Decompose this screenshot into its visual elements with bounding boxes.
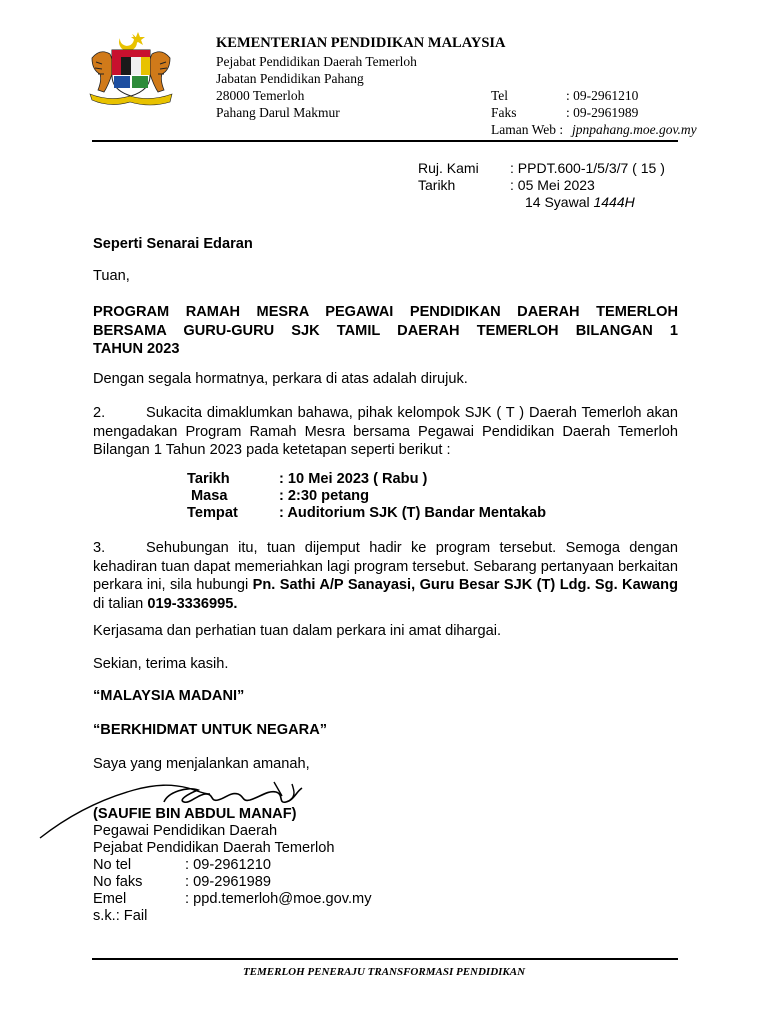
signatory-emel-label: Emel [93,891,127,907]
signatory-position: Pegawai Pendidikan Daerah [93,823,278,839]
tel-label: Tel [491,88,509,103]
recipient: Seperti Senarai Edaran [93,236,253,252]
faks-value: : 09-2961989 [566,105,639,120]
title-line-1: PROGRAM RAMAH MESRA PEGAWAI PENDIDIKAN DAERAH TEMERLOH [93,304,678,320]
hijri-prefix: 14 Syawal [525,194,590,210]
header-divider [92,140,678,142]
tarikh-value: : 05 Mei 2023 [510,177,595,193]
paragraph-2-text: Sukacita dimaklumkan bahawa, pihak kelompok SJK ( T ) Daerah Temerloh akan mengadakan Program Ramah Mesra bersama Pegawai Pendidikan Daerah Temerloh Bilangan 1 Tahun 2023 pada ketetapan seperti berikut : [93,405,678,458]
detail-masa-label: Masa [191,488,228,504]
paragraph-2-number: 2. [93,405,106,421]
signatory-name: (SAUFIE BIN ABDUL MANAF) [93,806,297,822]
closing-text: Sekian, terima kasih. [93,656,229,672]
title-line-3: TAHUN 2023 [93,341,180,357]
web-value[interactable]: jpnpahang.moe.gov.my [572,122,697,137]
signatory-tel-value: : 09-2961210 [185,857,272,873]
sign-intro: Saya yang menjalankan amanah, [93,756,310,772]
office-line-1: Pejabat Pendidikan Daerah Temerloh [216,54,417,69]
paragraph-3 [93,539,678,613]
title-line-2: BERSAMA GURU-GURU SJK TAMIL DAERAH TEMERLOH BILANGAN 1 [93,322,678,339]
ruj-value: : PPDT.600-1/5/3/7 ( 15 ) [510,160,665,176]
detail-tarikh-value: : 10 Mei 2023 ( Rabu ) [279,471,428,487]
tel-value: : 09-2961210 [566,88,639,103]
detail-tempat-value: : Auditorium SJK (T) Bandar Mentakab [279,505,547,521]
signatory-office: Pejabat Pendidikan Daerah Temerloh [93,840,335,856]
detail-masa-value: : 2:30 petang [279,488,370,504]
paragraph-4: Kerjasama dan perhatian tuan dalam perkara ini amat dihargai. [93,623,502,639]
faks-label: Faks [491,105,517,120]
sk-fail: s.k.: Fail [93,908,148,924]
office-line-4: Pahang Darul Makmur [216,105,340,120]
malaysia-coat-of-arms-logo [86,28,176,110]
signatory-faks-label: No faks [93,874,143,890]
motto-berkhidmat: “BERKHIDMAT UNTUK NEGARA” [93,722,328,738]
letter-title [93,303,678,359]
paragraph-3-text-b: di talian [93,595,148,612]
detail-tempat-label: Tempat [187,505,238,521]
office-line-2: Jabatan Pendidikan Pahang [216,71,364,86]
office-line-3: 28000 Temerloh [216,88,305,103]
footer-divider [92,958,678,960]
detail-tarikh-label: Tarikh [187,471,230,487]
signatory-tel-label: No tel [93,857,132,873]
salutation: Tuan, [93,268,130,284]
web-label: Laman Web : [491,122,564,137]
hijri-date [525,194,635,210]
signatory-faks-value: : 09-2961989 [185,874,272,890]
contact-person: Pn. Sathi A/P Sanayasi, Guru Besar SJK (T) Ldg. Sg. Kawang [252,577,678,593]
paragraph-3-number: 3. [93,540,106,556]
paragraph-2 [93,404,678,460]
tarikh-label: Tarikh [418,177,456,193]
ruj-label: Ruj. Kami [418,160,479,176]
motto-malaysia-madani: “MALAYSIA MADANI” [93,688,245,704]
paragraph-3-text-a: Sehubungan itu, tuan dijemput hadir ke program tersebut. Semoga dengan kehadiran tuan dapat memeriahkan lagi program tersebut. Sebarang pertanyaan berkaitan perkara ini, sila hubungi [93,540,678,593]
hijri-year: 1444H [593,194,635,210]
paragraph-1: Dengan segala hormatnya, perkara di atas adalah dirujuk. [93,371,468,387]
signatory-emel-value[interactable]: : ppd.temerloh@moe.gov.my [185,891,372,907]
contact-phone: 019-3336995. [147,595,238,612]
footer-slogan: TEMERLOH PENERAJU TRANSFORMASI PENDIDIKAN [242,966,526,978]
ministry-name: KEMENTERIAN PENDIDIKAN MALAYSIA [216,35,506,51]
